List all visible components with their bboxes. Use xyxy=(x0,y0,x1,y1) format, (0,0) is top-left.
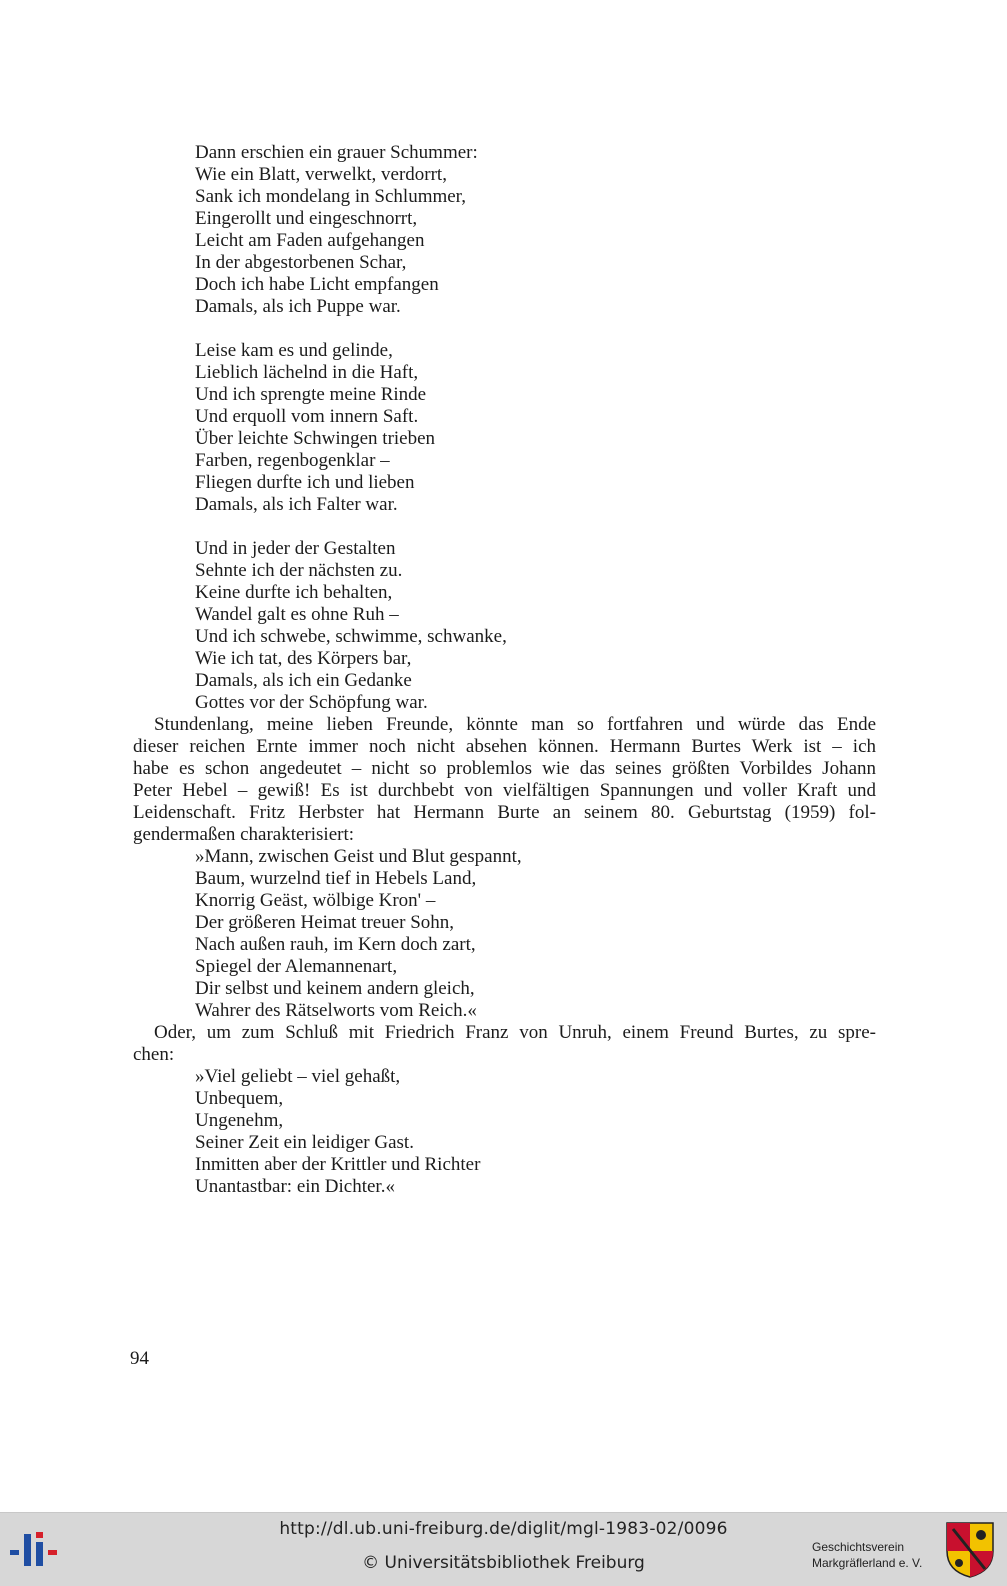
quote-line: Spiegel der Alemannenart, xyxy=(195,956,398,977)
paragraph-line: chen: xyxy=(133,1044,175,1065)
society-name xyxy=(812,1539,922,1571)
quote-line: Inmitten aber der Krittler und Richter xyxy=(195,1154,481,1175)
poem-line: Sank ich mondelang in Schlummer, xyxy=(195,186,467,207)
poem-line: Damals, als ich Falter war. xyxy=(195,494,398,515)
quote-line: Seiner Zeit ein leidiger Gast. xyxy=(195,1132,414,1153)
paragraph-line: habe es schon angedeutet – nicht so problemlos wie das seines größten Vorbildes Johann xyxy=(133,758,876,779)
paragraph-line: Oder, um zum Schluß mit Friedrich Franz von Unruh, einem Freund Burtes, zu spre- xyxy=(154,1022,876,1043)
paragraph-line: Stundenlang, meine lieben Freunde, könnte man so fortfahren und würde das Ende xyxy=(154,714,876,735)
coat-of-arms-icon xyxy=(945,1521,995,1579)
poem-line: Wie ich tat, des Körpers bar, xyxy=(195,648,412,669)
paragraph-line: dieser reichen Ernte immer noch nicht absehen können. Hermann Burtes Werk ist – ich xyxy=(133,736,876,757)
paragraph-line: gendermaßen charakterisiert: xyxy=(133,824,355,845)
poem-line: Eingerollt und eingeschnorrt, xyxy=(195,208,418,229)
poem-line: Doch ich habe Licht empfangen xyxy=(195,274,439,295)
poem-line: Über leichte Schwingen trieben xyxy=(195,428,436,449)
copyright-notice: © Universitätsbibliothek Freiburg xyxy=(362,1553,645,1573)
poem-line: Farben, regenbogenklar – xyxy=(195,450,390,471)
society-name-line1: Geschichtsverein xyxy=(812,1540,905,1554)
page-number: 94 xyxy=(130,1348,149,1369)
poem-line: Keine durfte ich behalten, xyxy=(195,582,393,603)
poem-line: Sehnte ich der nächsten zu. xyxy=(195,560,403,581)
footer-bar xyxy=(0,1512,1007,1586)
source-url-link[interactable]: http://dl.ub.uni-freiburg.de/diglit/mgl-1983-02/0096 xyxy=(279,1519,728,1539)
quote-line: Knorrig Geäst, wölbige Kron' – xyxy=(195,890,436,911)
poem-line: Leicht am Faden aufgehangen xyxy=(195,230,425,251)
poem-line: Und in jeder der Gestalten xyxy=(195,538,396,559)
poem-line: Damals, als ich ein Gedanke xyxy=(195,670,412,691)
poem-line: Und ich sprengte meine Rinde xyxy=(195,384,427,405)
poem-line: Und erquoll vom innern Saft. xyxy=(195,406,419,427)
poem-line: Dann erschien ein grauer Schummer: xyxy=(195,142,478,163)
quote-line: »Mann, zwischen Geist und Blut gespannt, xyxy=(195,846,522,867)
poem-line: Lieblich lächelnd in die Haft, xyxy=(195,362,419,383)
quote-line: Baum, wurzelnd tief in Hebels Land, xyxy=(195,868,477,889)
poem-line: Leise kam es und gelinde, xyxy=(195,340,393,361)
poem-line: Fliegen durfte ich und lieben xyxy=(195,472,415,493)
quote-line: Ungenehm, xyxy=(195,1110,284,1131)
quote-line: »Viel geliebt – viel gehaßt, xyxy=(195,1066,401,1087)
society-name-line2: Markgräflerland e. V. xyxy=(812,1556,923,1570)
quote-line: Unantastbar: ein Dichter.« xyxy=(195,1176,395,1197)
paragraph-line: Leidenschaft. Fritz Herbster hat Hermann Burte an seinem 80. Geburtstag (1959) fol- xyxy=(133,802,876,823)
poem-line: Und ich schwebe, schwimme, schwanke, xyxy=(195,626,507,647)
quote-line: Unbequem, xyxy=(195,1088,284,1109)
quote-line: Nach außen rauh, im Kern doch zart, xyxy=(195,934,476,955)
quote-line: Der größeren Heimat treuer Sohn, xyxy=(195,912,455,933)
poem-line: Wie ein Blatt, verwelkt, verdorrt, xyxy=(195,164,447,185)
paragraph-line: Peter Hebel – gewiß! Es ist durchbebt von vielfältigen Spannungen und voller Kraft und xyxy=(133,780,876,801)
poem-line: In der abgestorbenen Schar, xyxy=(195,252,407,273)
poem-line: Gottes vor der Schöpfung war. xyxy=(195,692,428,713)
quote-line: Wahrer des Rätselworts vom Reich.« xyxy=(195,1000,477,1021)
poem-line: Wandel galt es ohne Ruh – xyxy=(195,604,399,625)
quote-line: Dir selbst und keinem andern gleich, xyxy=(195,978,475,999)
poem-line: Damals, als ich Puppe war. xyxy=(195,296,401,317)
